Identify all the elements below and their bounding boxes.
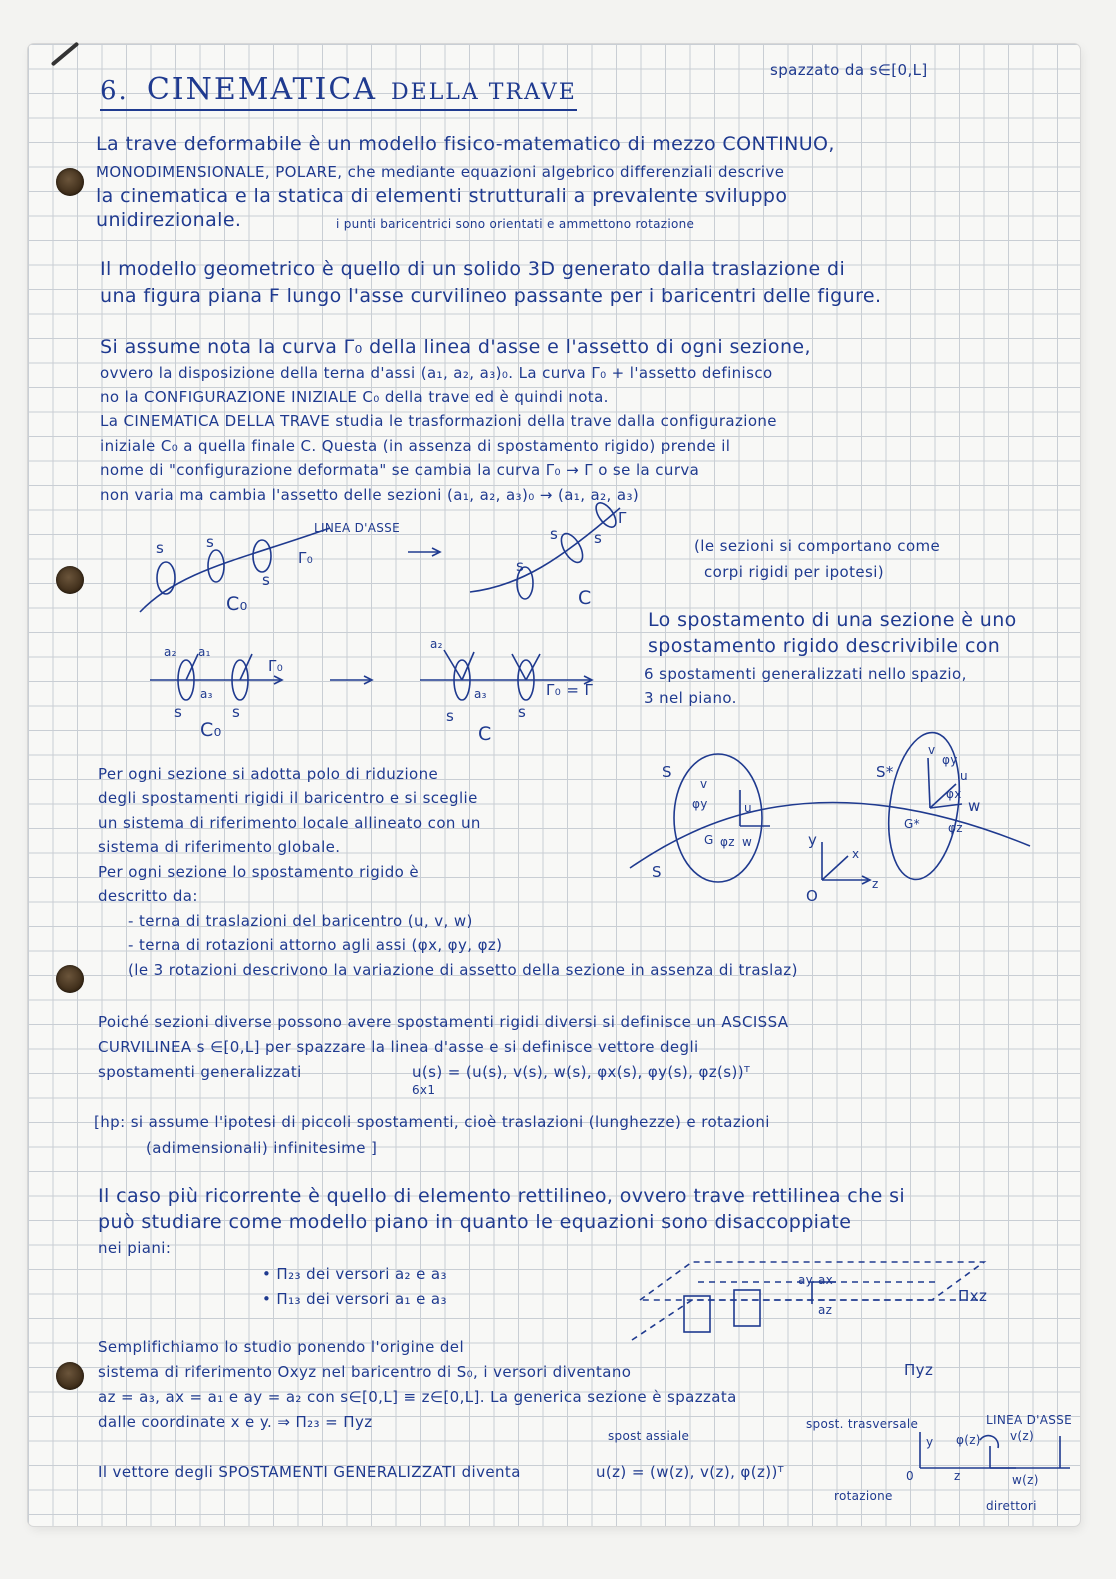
diagram1-s: s bbox=[516, 557, 525, 575]
abscissa-line: CURVILINEA s ∈[0,L] per spazzare la linea d'asse e si definisce vettore degli bbox=[98, 1038, 699, 1056]
diagram2-v: v bbox=[928, 743, 936, 757]
rigid-line: spostamento rigido descrivibile con bbox=[648, 635, 1001, 657]
diagram1-a2: a₂ bbox=[164, 645, 177, 659]
diagram1-a1: a₁ bbox=[198, 645, 211, 659]
diagram2-u: u bbox=[960, 769, 968, 783]
hp-line: (adimensionali) infinitesime ] bbox=[146, 1139, 378, 1157]
diagram2-y: y bbox=[808, 831, 818, 849]
final-diag-v: v(z) bbox=[1010, 1429, 1034, 1443]
simplify-line: Semplifichiamo lo studio ponendo l'origine del bbox=[98, 1338, 465, 1356]
abscissa-formula: u(s) = (u(s), v(s), w(s), φx(s), φy(s), φz(s))ᵀ bbox=[412, 1063, 751, 1081]
diagram1-a2: a₂ bbox=[430, 637, 443, 651]
diagram2-o: O bbox=[806, 887, 819, 905]
diagram2-phiy: φy bbox=[692, 797, 708, 811]
diagram1-s: s bbox=[262, 571, 271, 589]
rigid-line: 6 spostamenti generalizzati nello spazio, bbox=[644, 665, 967, 683]
pole-line: descritto da: bbox=[98, 887, 198, 905]
diagram1-a3: a₃ bbox=[474, 687, 487, 701]
diagram3-ay: ay bbox=[798, 1273, 814, 1287]
final-diag-w: w(z) bbox=[1012, 1473, 1039, 1487]
title-main: CINEMATICA bbox=[146, 72, 377, 107]
diagram1-s: s bbox=[156, 539, 165, 557]
pole-line: Per ogni sezione lo spostamento rigido è bbox=[98, 863, 419, 881]
intro-line: la cinematica e la statica di elementi strutturali a prevalente sviluppo bbox=[96, 185, 788, 207]
rigid-line: 3 nel piano. bbox=[644, 689, 737, 707]
pole-bullet: - terna di rotazioni attorno agli assi (φx, φy, φz) bbox=[128, 936, 503, 954]
diagram2-w: w bbox=[742, 835, 753, 849]
diagram2-w: w bbox=[968, 797, 981, 815]
pole-line: Per ogni sezione si adotta polo di riduzione bbox=[98, 765, 439, 783]
simplify-line: sistema di riferimento Oxyz nel baricentro di S₀, i versori diventano bbox=[98, 1363, 632, 1381]
label-trans: spost. trasversale bbox=[806, 1417, 919, 1431]
diagram1-gamma: Γ bbox=[618, 509, 627, 527]
diagram1-note: (le sezioni si comportano come bbox=[694, 537, 941, 555]
straight-bullet: • Π₂₃ dei versori a₂ e a₃ bbox=[262, 1265, 447, 1283]
top-note: spazzato da s∈[0,L] bbox=[770, 61, 928, 79]
title-rest: DELLA TRAVE bbox=[391, 80, 577, 105]
diagram1-c: C bbox=[478, 723, 492, 745]
straight-line: nei piani: bbox=[98, 1239, 172, 1257]
config-line: nome di "configurazione deformata" se cambia la curva Γ₀ → Γ o se la curva bbox=[100, 461, 700, 479]
config-line: ovvero la disposizione della terna d'assi (a₁, a₂, a₃)₀. La curva Γ₀ + l'assetto definisco bbox=[100, 364, 773, 382]
diagram1-note: corpi rigidi per ipotesi) bbox=[704, 563, 885, 581]
final-linea-asse: LINEA D'ASSE bbox=[986, 1413, 1072, 1427]
intro-note: i punti baricentrici sono orientati e ammettono rotazione bbox=[336, 217, 695, 231]
diagram1-c: C bbox=[578, 587, 592, 609]
simplify-line: az = a₃, ax = a₁ e ay = a₂ con s∈[0,L] ≡ z∈[0,L]. La generica sezione è spazzata bbox=[98, 1388, 737, 1406]
diagram1-s: s bbox=[550, 525, 559, 543]
final-diag-dir: direttori bbox=[986, 1499, 1037, 1513]
diagram2-s: S bbox=[652, 863, 662, 881]
pole-bullet: - terna di traslazioni del baricentro (u, v, w) bbox=[128, 912, 473, 930]
diagram1-s: s bbox=[594, 529, 603, 547]
chapter-number: 6. bbox=[100, 76, 129, 106]
diagram1-linea-asse: LINEA D'ASSE bbox=[314, 521, 400, 535]
diagram1-a3: a₃ bbox=[200, 687, 213, 701]
straight-line: Il caso più ricorrente è quello di elemento rettilineo, ovvero trave rettilinea che si bbox=[98, 1185, 906, 1207]
diagram2-phiz: φz bbox=[720, 835, 735, 849]
config-line: Si assume nota la curva Γ₀ della linea d'asse e l'assetto di ogni sezione, bbox=[100, 336, 811, 358]
diagram1-c0: C₀ bbox=[200, 719, 222, 741]
diagram1-s: s bbox=[206, 533, 215, 551]
config-line: no la CONFIGURAZIONE INIZIALE C₀ della trave ed è quindi nota. bbox=[100, 388, 609, 406]
pole-bullet: (le 3 rotazioni descrivono la variazione di assetto della sezione in assenza di traslaz) bbox=[128, 961, 798, 979]
diagram1-gamma-eq: Γ₀ = Γ bbox=[546, 681, 594, 699]
pole-line: degli spostamenti rigidi il baricentro e si sceglie bbox=[98, 789, 478, 807]
diagram2-s-star: S* bbox=[876, 763, 894, 781]
diagram1-s: s bbox=[518, 703, 527, 721]
label-axial: spost assiale bbox=[608, 1429, 690, 1443]
diagram3-pi-xz: Πxz bbox=[958, 1287, 988, 1305]
hp-line: [hp: si assume l'ipotesi di piccoli spostamenti, cioè traslazioni (lunghezze) e rotazioni bbox=[94, 1113, 770, 1131]
diagram1-s: s bbox=[174, 703, 183, 721]
diagram3-pi-yz: Πyz bbox=[904, 1361, 934, 1379]
final-diag-o: 0 bbox=[906, 1469, 914, 1483]
diagram1-c0: C₀ bbox=[226, 593, 248, 615]
config-line: non varia ma cambia l'assetto delle sezioni (a₁, a₂, a₃)₀ → (a₁, a₂, a₃) bbox=[100, 486, 640, 504]
label-rotation: rotazione bbox=[834, 1489, 893, 1503]
final-diag-z: z bbox=[954, 1469, 961, 1483]
diagram2-x: x bbox=[852, 847, 860, 861]
intro-line: unidirezionale. bbox=[96, 209, 242, 231]
pole-line: sistema di riferimento globale. bbox=[98, 838, 341, 856]
straight-line: può studiare come modello piano in quanto le equazioni sono disaccoppiate bbox=[98, 1211, 852, 1233]
abscissa-line: spostamenti generalizzati bbox=[98, 1063, 302, 1081]
diagram2-z: z bbox=[872, 877, 879, 891]
model-line: una figura piana F lungo l'asse curvilineo passante per i baricentri delle figure. bbox=[100, 285, 882, 307]
final-text: Il vettore degli SPOSTAMENTI GENERALIZZATI diventa bbox=[98, 1463, 521, 1481]
diagram1-s: s bbox=[446, 707, 455, 725]
diagram2-g: G bbox=[704, 833, 714, 847]
pole-line: un sistema di riferimento locale allineato con un bbox=[98, 814, 481, 832]
diagram2-u: u bbox=[744, 801, 752, 815]
config-line: La CINEMATICA DELLA TRAVE studia le trasformazioni della trave dalla configurazione bbox=[100, 412, 777, 430]
abscissa-line: Poiché sezioni diverse possono avere spostamenti rigidi diversi si definisce un ASCISSA bbox=[98, 1013, 789, 1031]
diagram2-v: v bbox=[700, 777, 708, 791]
diagram2-s: S bbox=[662, 763, 672, 781]
rigid-line: Lo spostamento di una sezione è uno bbox=[648, 609, 1017, 631]
intro-line: MONODIMENSIONALE, POLARE, che mediante equazioni algebrico differenziali descrive bbox=[96, 163, 785, 181]
diagram1-s: s bbox=[232, 703, 241, 721]
diagram2-phix: φx bbox=[946, 787, 962, 801]
final-diag-y: y bbox=[926, 1435, 934, 1449]
final-diag-phi: φ(z) bbox=[956, 1433, 981, 1447]
diagram3-az: az bbox=[818, 1303, 833, 1317]
abscissa-dim: 6x1 bbox=[412, 1083, 436, 1097]
straight-bullet: • Π₁₃ dei versori a₁ e a₃ bbox=[262, 1290, 447, 1308]
diagram1-gamma0: Γ₀ bbox=[268, 657, 284, 675]
simplify-line: dalle coordinate x e y. ⇒ Π₂₃ = Πyz bbox=[98, 1413, 373, 1431]
diagram1-gamma0: Γ₀ bbox=[298, 549, 314, 567]
intro-line: La trave deformabile è un modello fisico-matematico di mezzo CONTINUO, bbox=[96, 133, 835, 155]
diagram2-phiz: φz bbox=[948, 821, 963, 835]
diagram2-g-star: G* bbox=[904, 817, 920, 831]
diagram3-ax: ax bbox=[818, 1273, 834, 1287]
config-line: iniziale C₀ a quella finale C. Questa (in assenza di spostamento rigido) prende il bbox=[100, 437, 731, 455]
diagram2-phiy: φy bbox=[942, 753, 958, 767]
final-formula: u(z) = (w(z), v(z), φ(z))ᵀ bbox=[596, 1463, 784, 1481]
model-line: Il modello geometrico è quello di un solido 3D generato dalla traslazione di bbox=[100, 258, 846, 280]
